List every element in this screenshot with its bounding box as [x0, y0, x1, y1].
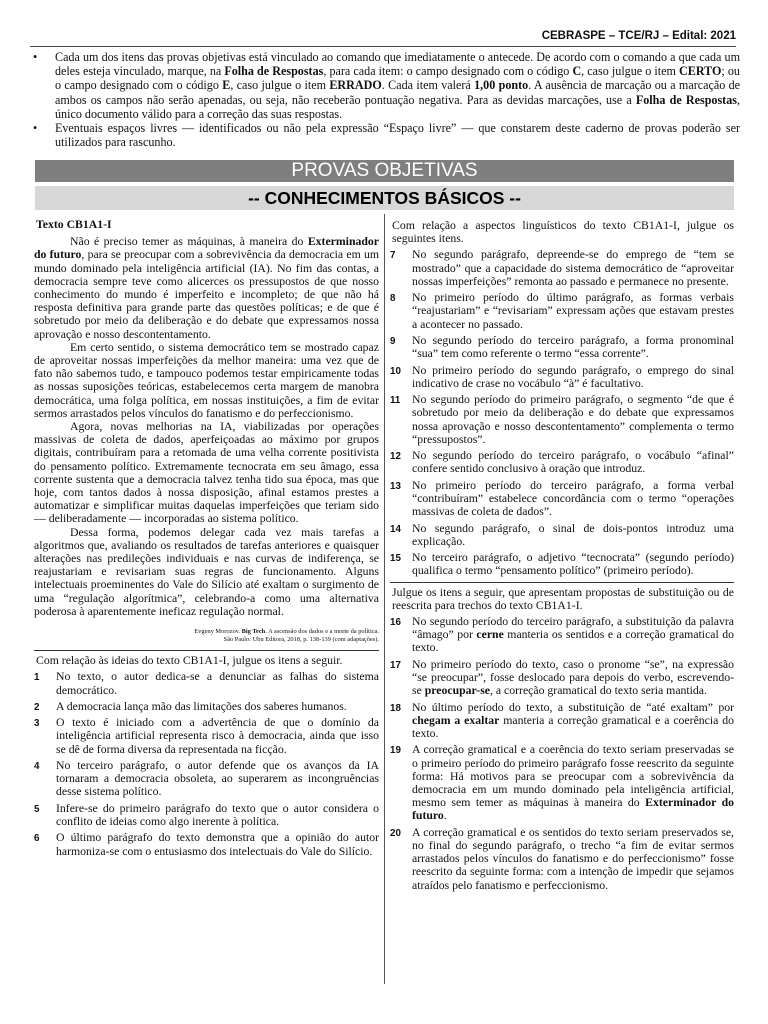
text-run: No segundo parágrafo, o sinal de dois-pontos introduz uma explicação.: [412, 521, 734, 548]
question-number: 18: [390, 702, 401, 714]
text-run: No segundo período do terceiro parágrafo, o vocábulo “afinal” confere sentido conclusivo à oração que introduz.: [412, 449, 734, 476]
question-number: 7: [390, 250, 396, 262]
question-text: [56, 716, 379, 755]
question-text: [412, 551, 734, 577]
bold-run: Big Tech: [241, 628, 266, 636]
text-run: , caso julgue o item: [230, 78, 330, 93]
question-item: [390, 615, 734, 655]
question-item: [34, 700, 379, 713]
text-run: Não é preciso temer as máquinas, à maneira do: [70, 235, 308, 249]
question-text: [56, 759, 379, 798]
question-number: 14: [390, 523, 401, 535]
question-group-lead: Julgue os itens a seguir, que apresentam propostas de substituição ou de reescrita para trechos do texto CB1A1-I.: [392, 585, 734, 612]
question-text: [412, 743, 734, 822]
question-text: [412, 449, 734, 475]
question-text: [412, 701, 734, 740]
question-number: 17: [390, 659, 401, 671]
bold-run: preocupar-se: [424, 684, 491, 698]
citation-line: [34, 628, 379, 636]
bold-run: CERTO: [679, 64, 722, 79]
section-title: PROVAS OBJETIVAS: [35, 160, 734, 182]
text-run: O último parágrafo do texto demonstra que a opinião do autor harmoniza-se com o entusiasmo dos intelectuais do Vale do Silício.: [56, 831, 379, 858]
text-run: , único documento válido para a correção das suas respostas.: [55, 92, 740, 121]
instruction-item: [28, 50, 740, 121]
text-run: No primeiro período do terceiro parágrafo, a forma verbal “contribuíram” estabelece concordância com o termo “operações massivas de coleta de dados”.: [412, 478, 734, 519]
question-number: 12: [390, 451, 401, 463]
text-run: A correção gramatical e os sentidos do texto seriam preservados se, no final do segundo parágrafo, o trecho “a fim de evitar sermos arrastados pelos vínculos do fanatismo e do perfeccionismo” fosse reescrito da seguinte forma: com a intenção de impedir que sejamos atraídos pelo fanatismo e perfeccionismo.: [412, 825, 734, 892]
text-run: No terceiro parágrafo, o autor defende que os avanços da IA tornaram a democracia obsoleta, ao superarem as incongruências desse sistema político.: [56, 759, 379, 799]
question-number: 4: [34, 761, 40, 773]
question-number: 13: [390, 480, 401, 492]
question-text: [412, 364, 734, 390]
question-text: [56, 802, 379, 828]
question-number: 11: [390, 395, 401, 407]
question-group-ideas: [34, 650, 379, 858]
question-list: [390, 248, 734, 577]
question-number: 19: [390, 745, 401, 757]
text-run: , para se preocupar com a sobrevivência da democracia em um mundo dominado pela inteligência artificial (IA). No fim das contas, a democracia sempre teve como alicerces os pressupostos de que nosso conhecimento do mundo é imperfeito e incompleto; de que não há resposta definitiva para grande parte das questões políticas; e de que é sobretudo por meio da deliberação e do debate que expressamos nossa aprovação e nosso descontentamento.: [34, 248, 379, 341]
question-list: [34, 670, 379, 858]
question-text: [412, 658, 734, 697]
left-column: [34, 216, 379, 861]
question-text: [412, 826, 734, 892]
question-number: 5: [34, 803, 40, 815]
question-number: 1: [34, 672, 40, 684]
bold-run: Folha de Respostas: [224, 64, 324, 79]
text-paragraph: [34, 420, 379, 526]
page-header: [30, 32, 736, 47]
text-run: , para cada item: o campo designado com o código: [323, 64, 573, 79]
text-run: O texto é iniciado com a advertência de que o domínio da inteligência artificial representa risco à democracia, ainda que isso se dê de forma diversa da representada na ficção.: [56, 716, 379, 756]
question-number: 20: [390, 827, 401, 839]
question-text: [412, 522, 734, 548]
bold-run: C: [572, 64, 582, 79]
exam-header-text: CEBRASPE – TCE/RJ – Edital: 2021: [541, 30, 736, 42]
text-run: No segundo período do primeiro parágrafo, o segmento “de que é sobretudo por meio da deliberação e do debate que expressamos nossa aprovação e nosso descontentamento” complementa o termo “pressupostos”.: [412, 393, 734, 446]
question-group-linguistics: [390, 216, 734, 578]
text-run: No segundo período do terceiro parágrafo, a substituição da palavra “âmago” por: [412, 614, 734, 642]
question-text: [412, 393, 734, 446]
question-text: [412, 479, 734, 518]
text-run: No último período do texto, a substituição de “até exaltam” por: [412, 700, 734, 714]
citation-line: São Paulo: Ubu Editora, 2018, p. 138-139 (com adaptações).: [223, 636, 379, 644]
text-paragraph: [34, 526, 379, 618]
question-item: [390, 743, 734, 822]
bold-run: ERRADO: [329, 78, 382, 93]
question-item: [390, 364, 734, 390]
text-run: Evgeny Morozov.: [194, 628, 242, 636]
text-run: . A ausência de marcação ou a marcação de ambos os campos não serão apenadas, ou seja, não receberão pontuação negativa. Para as devidas marcações, use a: [55, 78, 741, 107]
bold-run: cerne: [476, 628, 504, 642]
question-number: 10: [390, 365, 401, 377]
question-text: [412, 291, 734, 330]
question-text: [412, 615, 734, 654]
text-run: No terceiro parágrafo, o adjetivo “tecnocrata” (segundo período) qualifica o termo “pensamento político” (primeiro período).: [412, 551, 734, 578]
text-paragraph: [34, 235, 379, 341]
text-title: Texto CB1A1-I: [36, 218, 112, 231]
text-run: No primeiro período do segundo parágrafo, o emprego do sinal indicativo de crase no vocábulo “à” é facultativo.: [412, 363, 734, 390]
column-divider: [384, 214, 385, 984]
bold-run: E: [222, 78, 231, 93]
text-run: No primeiro período do último parágrafo, as formas verbais “reajustariam” e “revisariam” expressam ações que estavam prestes a acontecer no passado.: [412, 291, 734, 331]
text-run: . A ascensão dos dados e a morte da política.: [265, 628, 379, 636]
question-item: [390, 334, 734, 360]
question-number: 8: [390, 293, 396, 305]
text-paragraph: [34, 341, 379, 420]
instructions: [28, 50, 740, 149]
question-item: [390, 701, 734, 741]
bold-run: Folha de Respostas: [635, 92, 737, 107]
text-run: Em certo sentido, o sistema democrático tem se mostrado capaz de aproveitar nossas imperfeições da melhor maneira: uma vez que de fato não sabemos tudo, e tampouco podemos testar empiricamente todas as nossas suposições teóricas, estabelecemos certa margem de manobra democrática, uma folga política, em nossas instituições, a fim de evitar sermos arrastados pelos vínculos do fanatismo e do perfeccionismo.: [34, 340, 379, 420]
text-run: , a correção gramatical do texto seria mantida.: [490, 684, 707, 698]
text-run: manteria a correção gramatical e a coerência do texto.: [412, 713, 734, 740]
question-group-rewriting: [390, 582, 734, 892]
question-number: 9: [390, 336, 396, 347]
question-text: [56, 700, 347, 713]
question-item: [34, 716, 379, 756]
bold-run: Exterminador do futuro: [34, 235, 379, 262]
text-run: No primeiro período do texto, caso o pronome “se”, na expressão “se preocupar”, fosse deslocado para depois do verbo, escrevendo-se: [412, 657, 734, 698]
bold-run: Exterminador do futuro: [412, 796, 734, 823]
instruction-text: [55, 50, 740, 121]
text-run: , caso julgue o item: [581, 64, 680, 79]
question-item: [390, 551, 734, 577]
text-run: No segundo período do terceiro parágrafo, a forma pronominal “sua” tem como referente o termo “essa corrente”.: [412, 334, 734, 361]
question-text: [56, 831, 379, 857]
question-number: 16: [390, 616, 401, 628]
text-run: No segundo parágrafo, depreende-se do emprego de “tem se mostrado” que a capacidade do sistema democrático de “aproveitar nossas imperfeições” remonta ao passado e permanece no presente.: [412, 248, 734, 288]
question-item: [34, 759, 379, 799]
text-run: Infere-se do primeiro parágrafo do texto que o autor considera o conflito de ideias como algo inerente à política.: [56, 801, 379, 829]
question-text: [56, 670, 379, 696]
text-run: .: [443, 809, 447, 823]
question-number: 15: [390, 553, 401, 565]
text-citation: [34, 628, 379, 650]
text-run: . Cada item valerá: [381, 78, 475, 93]
bold-run: 1,00 ponto: [474, 78, 529, 93]
question-item: [390, 393, 734, 446]
text-run: A correção gramatical e a coerência do texto seriam preservadas se o primeiro período do primeiro parágrafo fosse reescrito da seguinte forma: Há motivos para se preocupar com a sobrevivência da democracia em um mundo dominado pela inteligência artificial, mesmo sem temer as máquinas à maneira do: [412, 743, 734, 810]
question-item: [390, 658, 734, 698]
question-item: [390, 479, 734, 519]
question-item: [390, 248, 734, 288]
right-column: [390, 216, 734, 895]
question-group-lead: Com relação a aspectos linguísticos do texto CB1A1-I, julgue os seguintes itens.: [392, 219, 734, 246]
text-run: No texto, o autor dedica-se a denunciar as falhas do sistema democrático.: [56, 670, 379, 697]
text-run: manteria os sentidos e a correção gramatical do texto.: [412, 628, 735, 655]
question-item: [390, 449, 734, 475]
question-text: [412, 248, 734, 287]
question-item: [34, 670, 379, 696]
section-subtitle: -- CONHECIMENTOS BÁSICOS --: [35, 186, 734, 210]
text-run: Dessa forma, podemos delegar cada vez mais tarefas a algoritmos que, avaliando os resultados de tarefas anteriores e quaisquer alterações nas predileções individuais e nas curvas de indiferença, se reajustariam e revisariam suas regras de funcionamento. Alguns intelectuais proeminentes do Vale do Silício até exaltam o surgimento de uma “regulação algorítmica”, celebrando-a como uma alternativa poderosa à aparentemente ineficaz regulação normal.: [34, 525, 379, 618]
question-number: 2: [34, 701, 40, 713]
question-item: [34, 802, 379, 828]
question-group-lead: Com relação às ideias do texto CB1A1-I, julgue os itens a seguir.: [36, 654, 343, 668]
text-run: Cada um dos itens das provas objetivas está vinculado ao comando que imediatamente o antecede. De acordo com o comando a que cada um deles esteja vinculado, marque, na: [55, 50, 740, 79]
text-run: Agora, novas melhorias na IA, viabilizadas por operações massivas de coleta de dados, aperfeiçoadas ao máximo por grupos digitais, contribuíram para a retomada de uma velha corrente positivista do pensamento político. Extremamente tecnocrata em seu âmago, essa corrente sustenta que a democracia talvez tenha tido sua época, mas que hoje, com tantos dados à nossa disposição, afinal estamos prestes a automatizar e simplificar muitas daquelas imperfeições que teriam sido — deliberadamente — incorporadas ao sistema político.: [34, 420, 379, 526]
question-number: 3: [34, 718, 40, 730]
question-item: [390, 826, 734, 892]
question-item: [34, 831, 379, 857]
text-run: ; ou o campo designado com o código: [55, 64, 740, 93]
bold-run: chegam a exaltar: [412, 713, 500, 727]
question-item: [390, 522, 734, 548]
question-number: 6: [34, 833, 40, 845]
question-list: [390, 615, 734, 892]
question-item: [390, 291, 734, 331]
instruction-item: [28, 121, 740, 149]
text-run: A democracia lança mão das limitações dos saberes humanos.: [56, 699, 347, 713]
instruction-text: [55, 121, 740, 149]
text-run: Eventuais espaços livres — identificados ou não pela expressão “Espaço livre” — que constarem deste caderno de provas poderão ser utilizados para rascunho.: [55, 121, 740, 150]
question-text: [412, 334, 734, 360]
